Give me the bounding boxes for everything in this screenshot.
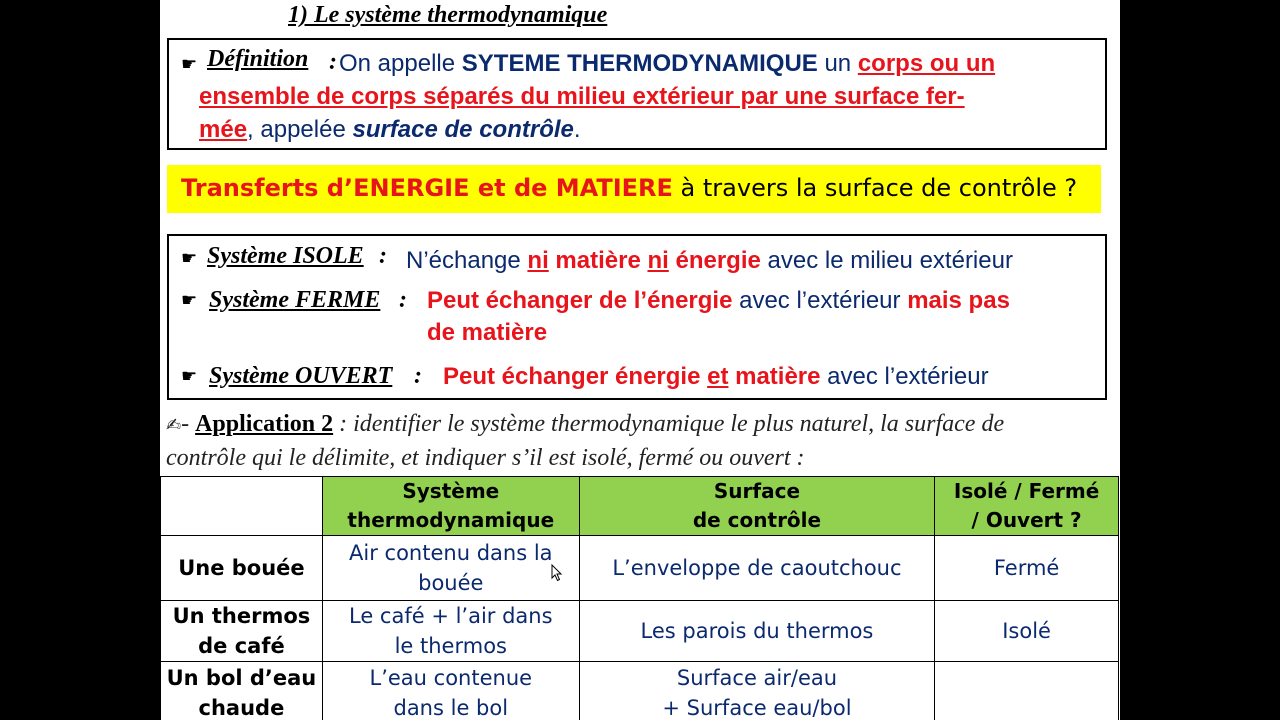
table-header-system: Système thermodynamique bbox=[322, 477, 579, 536]
pointing-hand-icon: ☛ bbox=[181, 248, 198, 269]
table-row bbox=[161, 536, 1119, 601]
row-name: Une bouée bbox=[161, 536, 323, 601]
definition-box bbox=[167, 38, 1107, 150]
system-isole-colon: : bbox=[379, 243, 387, 269]
system-ouvert-colon: : bbox=[414, 363, 422, 389]
definition-label: Définition bbox=[207, 46, 309, 72]
application-label: Application 2 bbox=[195, 411, 334, 437]
row-system: Le café + l’air dans le thermos bbox=[322, 601, 579, 662]
system-isole-text: N’échange ni matière ni énergie avec le milieu extérieur bbox=[406, 247, 1013, 274]
table-row bbox=[161, 662, 1119, 720]
mouse-cursor-icon bbox=[551, 564, 563, 582]
table-row bbox=[161, 601, 1119, 662]
row-surface: Surface air/eau + Surface eau/bol bbox=[579, 662, 934, 720]
row-type: Isolé bbox=[935, 601, 1119, 662]
system-ferme-text-1: Peut échanger de l’énergie avec l’extérieur mais pas bbox=[427, 287, 1010, 314]
system-ferme-label: Système FERME bbox=[209, 287, 381, 313]
pointing-hand-icon: ☛ bbox=[181, 290, 198, 311]
definition-line-2: ensemble de corps séparés du milieu extérieur par une surface fer- bbox=[199, 83, 965, 110]
systems-box bbox=[167, 234, 1107, 400]
pointing-hand-icon: ☛ bbox=[181, 54, 198, 75]
row-type: Fermé bbox=[935, 536, 1119, 601]
pointing-hand-icon: ☛ bbox=[181, 366, 198, 387]
system-ferme-colon: : bbox=[399, 287, 407, 313]
system-ouvert-text: Peut échanger énergie et matière avec l’extérieur bbox=[443, 363, 989, 390]
row-system: L’eau contenue dans le bol bbox=[322, 662, 579, 720]
table-header-type: Isolé / Fermé / Ouvert ? bbox=[935, 477, 1119, 536]
application-text: ✍- Application 2 : identifier le système thermodynamique le plus naturel, la surface de contrôle qui le délimite, et indiquer s’il est isolé, fermé ou ouvert : bbox=[166, 411, 1005, 471]
transfer-banner bbox=[167, 165, 1101, 213]
row-surface: L’enveloppe de caoutchouc bbox=[579, 536, 934, 601]
definition-line-3: mée, appelée surface de contrôle. bbox=[199, 116, 581, 143]
system-ouvert-label: Système OUVERT bbox=[209, 363, 393, 389]
section-title: 1) Le système thermodynamique bbox=[288, 2, 608, 28]
table-header-empty bbox=[161, 477, 323, 536]
row-type bbox=[935, 662, 1119, 720]
system-isole-label: Système ISOLE bbox=[207, 243, 364, 269]
row-system: Air contenu dans la bouée bbox=[322, 536, 579, 601]
systems-table bbox=[160, 476, 1119, 720]
writing-hand-icon: ✍ bbox=[166, 415, 182, 436]
banner-text: à travers la surface de contrôle ? bbox=[672, 174, 1078, 202]
definition-line-1: On appelle SYTEME THERMODYNAMIQUE un corps ou un bbox=[339, 50, 996, 77]
table-header-surface: Surface de contrôle bbox=[579, 477, 934, 536]
banner-red-text: Transferts d’ENERGIE et de MATIERE bbox=[181, 174, 673, 202]
system-ferme-text-2: de matière bbox=[427, 319, 548, 346]
slide bbox=[160, 0, 1120, 720]
row-name: Un bol d’eau chaude bbox=[161, 662, 323, 720]
row-name: Un thermos de café bbox=[161, 601, 323, 662]
definition-colon: : bbox=[329, 49, 337, 75]
row-surface: Les parois du thermos bbox=[579, 601, 934, 662]
